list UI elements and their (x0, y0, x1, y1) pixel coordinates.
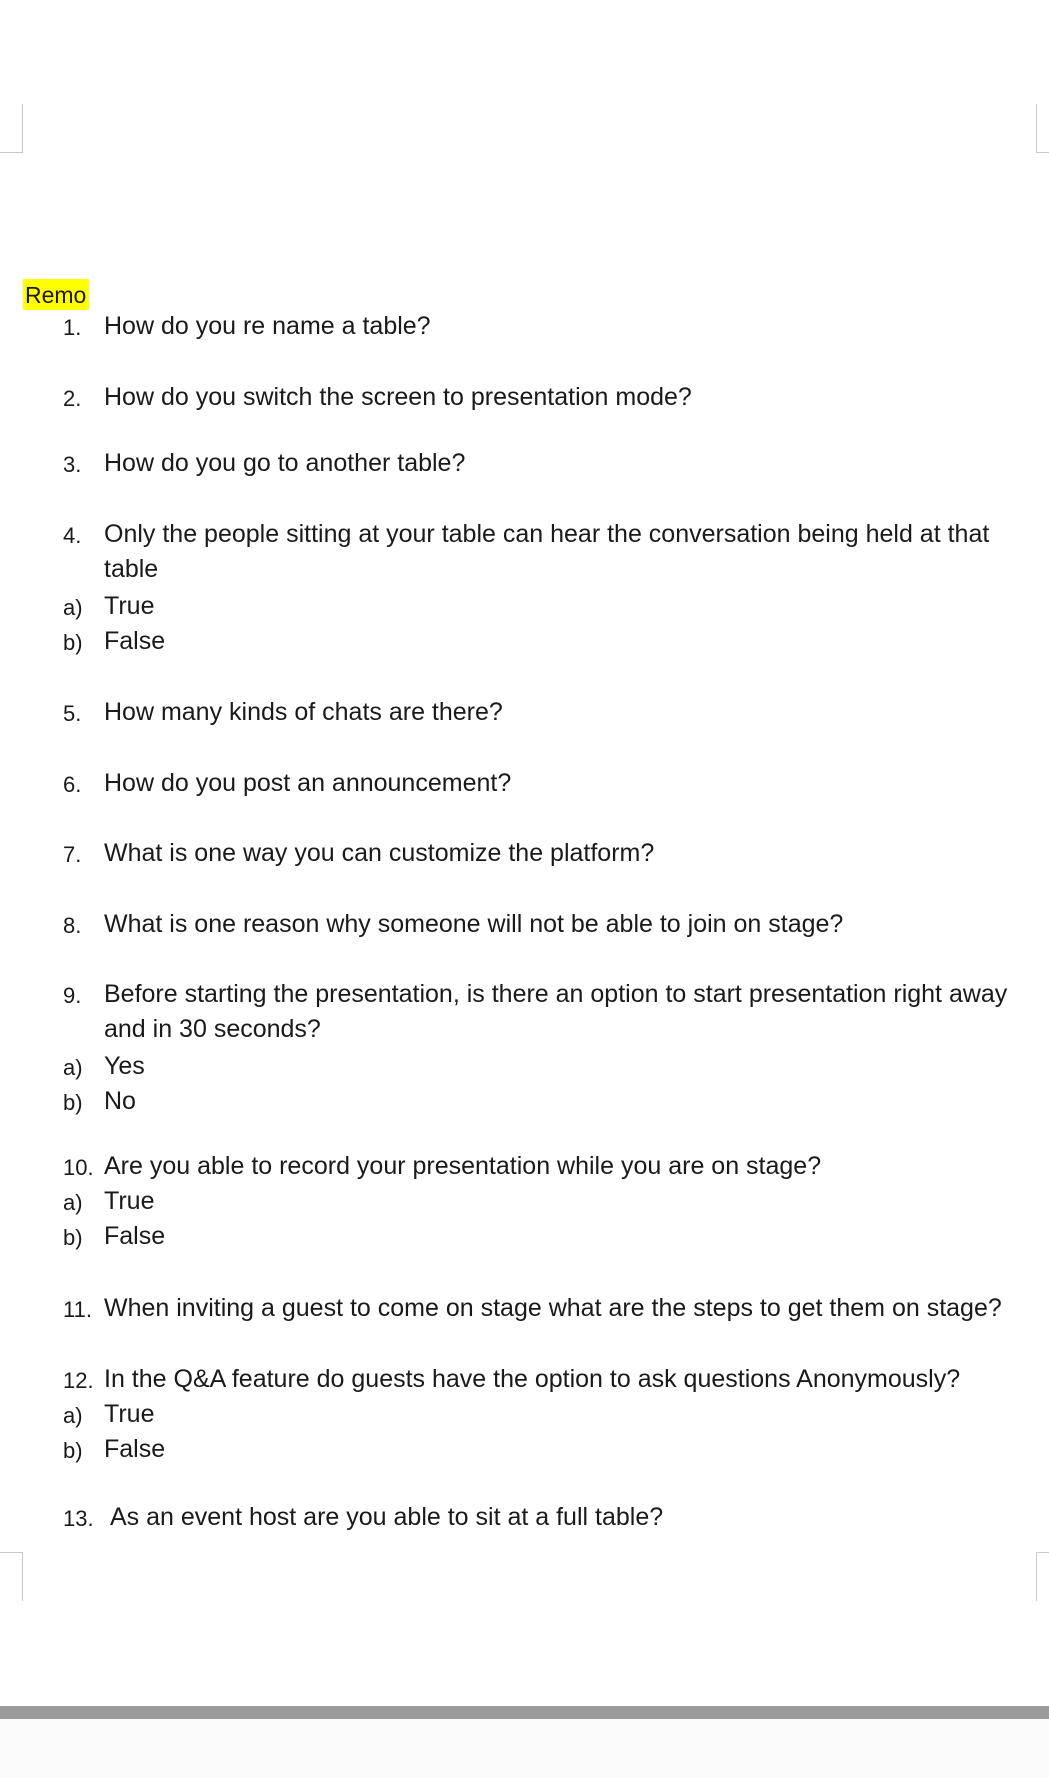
document-heading: Remo (23, 279, 89, 310)
option-text: False (104, 1222, 166, 1250)
question-2 (63, 380, 1033, 415)
question-number: 3. (63, 452, 82, 477)
option-text: False (104, 627, 166, 655)
question-number: 4. (63, 523, 82, 548)
question-number: 7. (63, 842, 82, 867)
horizontal-scrollbar[interactable] (0, 1706, 1049, 1719)
answer-option (63, 589, 154, 624)
question-9 (63, 977, 1033, 1047)
answer-option (63, 624, 165, 659)
question-7 (63, 836, 1033, 871)
question-3 (63, 446, 1033, 481)
option-letter: b) (63, 1438, 83, 1463)
viewer-footer (0, 1719, 1049, 1778)
question-text: In the Q&A feature do guests have the option to ask questions Anonymously? (104, 1365, 961, 1393)
question-text: As an event host are you able to sit at a full table? (110, 1503, 664, 1531)
question-text: When inviting a guest to come on stage what are the steps to get them on stage? (104, 1294, 1002, 1322)
question-text: Are you able to record your presentation while you are on stage? (104, 1152, 822, 1180)
question-8 (63, 907, 1033, 942)
question-4 (63, 517, 1033, 587)
answer-option (63, 1219, 165, 1254)
answer-option (63, 1397, 154, 1432)
question-6 (63, 766, 1033, 801)
page-corner-mark (1036, 104, 1049, 153)
question-1 (63, 309, 1033, 344)
question-number: 1. (63, 315, 82, 340)
question-text: How do you re name a table? (104, 312, 431, 340)
option-letter: a) (63, 1055, 83, 1080)
question-11 (63, 1291, 1033, 1326)
question-number: 5. (63, 701, 82, 726)
question-number: 9. (63, 983, 82, 1008)
option-letter: a) (63, 1403, 83, 1428)
option-text: True (104, 1187, 155, 1215)
option-text: True (104, 592, 155, 620)
question-13 (63, 1500, 1033, 1535)
question-number: 8. (63, 913, 82, 938)
question-number: 12. (63, 1368, 94, 1393)
option-letter: a) (63, 1190, 83, 1215)
option-text: True (104, 1400, 155, 1428)
question-number: 13. (63, 1506, 94, 1531)
question-5 (63, 695, 1033, 730)
option-text: Yes (104, 1052, 145, 1080)
option-text: False (104, 1435, 166, 1463)
question-12 (63, 1362, 1033, 1397)
question-text: How do you switch the screen to presentation mode? (104, 383, 692, 411)
page-corner-mark (0, 1552, 23, 1601)
answer-option (63, 1049, 145, 1084)
option-letter: a) (63, 595, 83, 620)
option-letter: b) (63, 630, 83, 655)
question-text: What is one reason why someone will not be able to join on stage? (104, 910, 844, 938)
option-letter: b) (63, 1225, 83, 1250)
question-number: 11. (63, 1297, 92, 1322)
question-text: How do you go to another table? (104, 449, 466, 477)
option-letter: b) (63, 1090, 83, 1115)
question-number: 10. (63, 1155, 94, 1180)
page-corner-mark (0, 104, 23, 153)
page-corner-mark (1036, 1552, 1049, 1601)
answer-option (63, 1184, 154, 1219)
question-text: Only the people sitting at your table can hear the conversation being held at that table (104, 520, 990, 583)
answer-option (63, 1432, 165, 1467)
option-text: No (104, 1087, 136, 1115)
question-text: What is one way you can customize the platform? (104, 839, 655, 867)
answer-option (63, 1084, 136, 1119)
question-text: Before starting the presentation, is there an option to start presentation right away and in 30 seconds? (104, 980, 1008, 1043)
question-number: 6. (63, 772, 82, 797)
question-number: 2. (63, 386, 82, 411)
question-10 (63, 1149, 1033, 1184)
question-text: How do you post an announcement? (104, 769, 512, 797)
question-text: How many kinds of chats are there? (104, 698, 503, 726)
